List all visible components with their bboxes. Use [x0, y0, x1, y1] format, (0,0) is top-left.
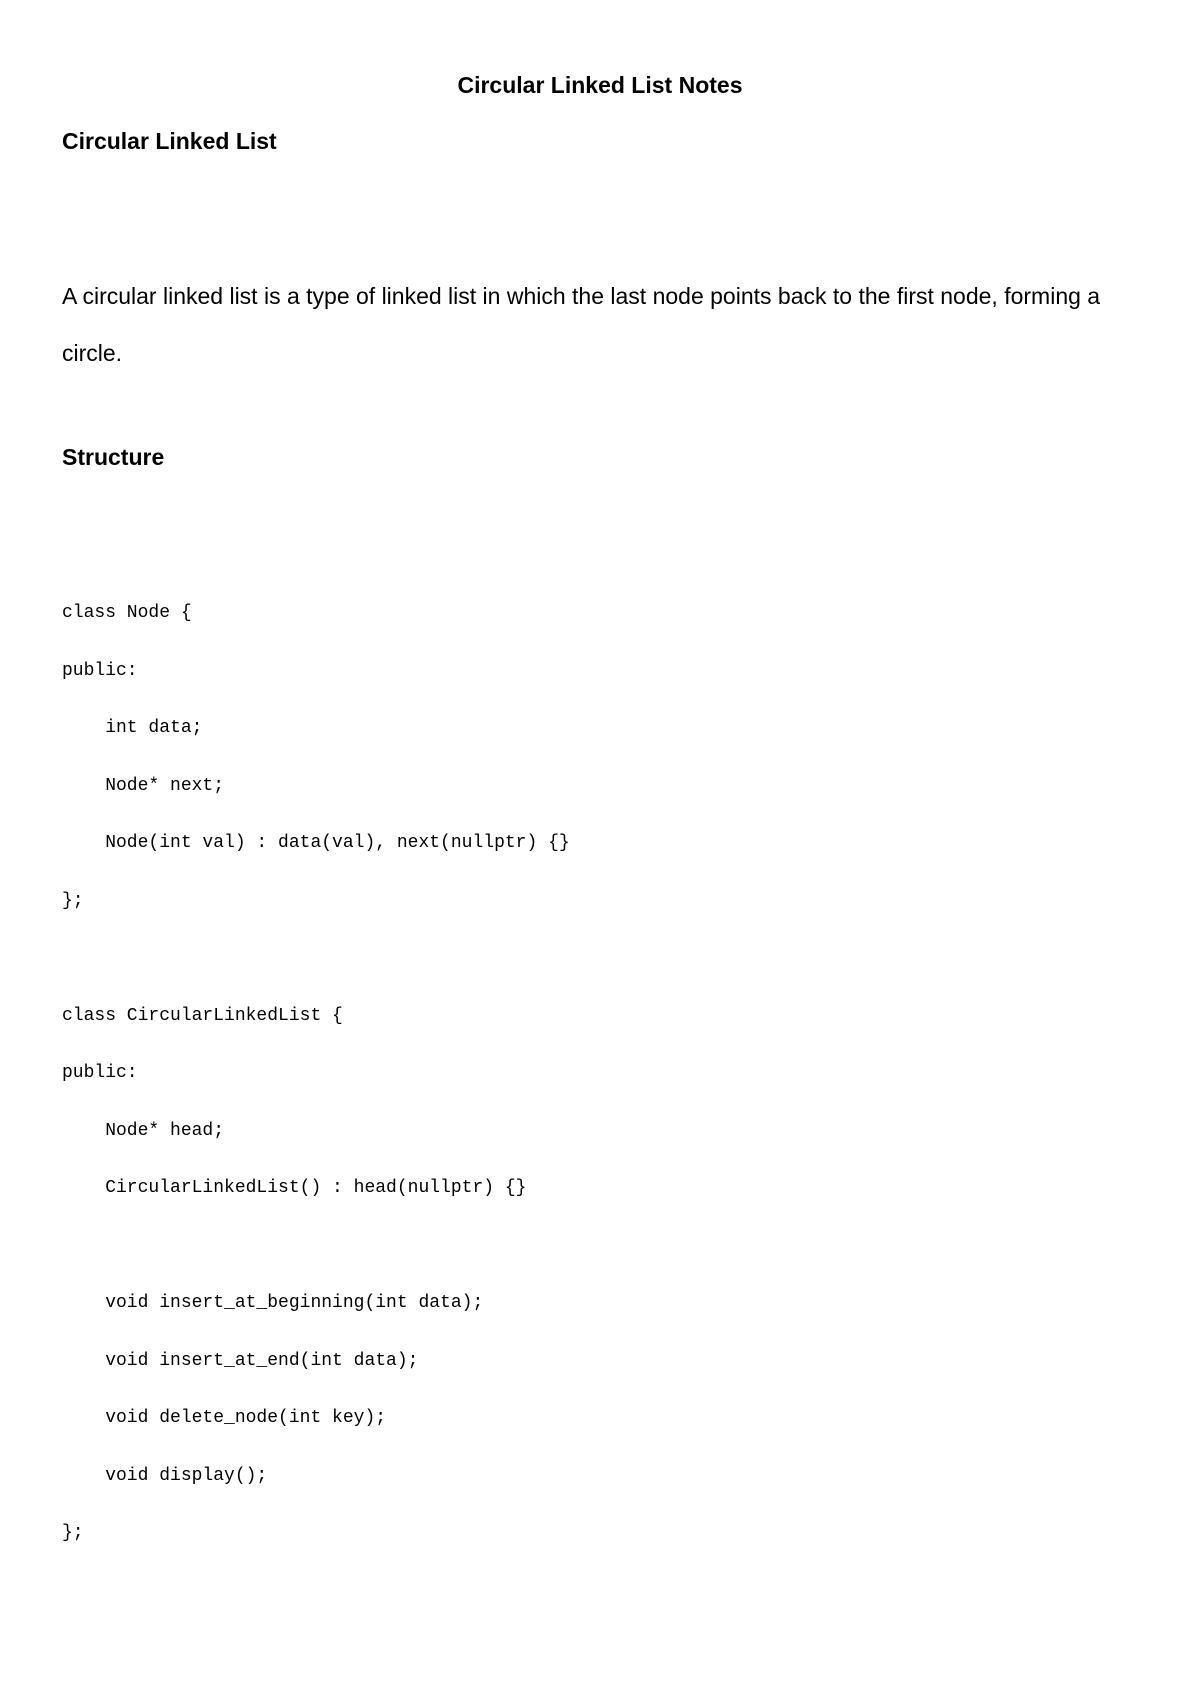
section-heading-structure: Structure: [62, 444, 165, 470]
code-line: void insert_at_beginning(int data);: [62, 1293, 484, 1313]
code-line: Node* head;: [62, 1120, 225, 1141]
code-line: class CircularLinkedList {: [62, 1005, 343, 1026]
code-line: };: [62, 890, 84, 911]
code-line: CircularLinkedList() : head(nullptr) {}: [62, 1178, 527, 1198]
code-line: class Node {: [62, 603, 192, 623]
code-line: [62, 1218, 570, 1276]
code-line: void insert_at_end(int data);: [62, 1350, 419, 1371]
code-line: int data;: [62, 718, 203, 738]
code-line: Node(int val) : data(val), next(nullptr) {}: [62, 833, 570, 853]
code-line: Node* next;: [62, 775, 225, 796]
code-line: void delete_node(int key);: [62, 1408, 387, 1428]
code-line: public:: [62, 660, 138, 681]
code-block: [62, 585, 570, 1563]
page-title: Circular Linked List Notes: [457, 72, 743, 98]
code-line: public:: [62, 1063, 138, 1083]
section-heading-circular-linked-list: Circular Linked List: [62, 128, 277, 154]
section-paragraph: A circular linked list is a type of linked list in which the last node points back to the first node, forming a circle.: [62, 283, 1101, 366]
code-line: void display();: [62, 1465, 268, 1486]
code-line: };: [62, 1523, 84, 1543]
code-line: [62, 930, 570, 988]
